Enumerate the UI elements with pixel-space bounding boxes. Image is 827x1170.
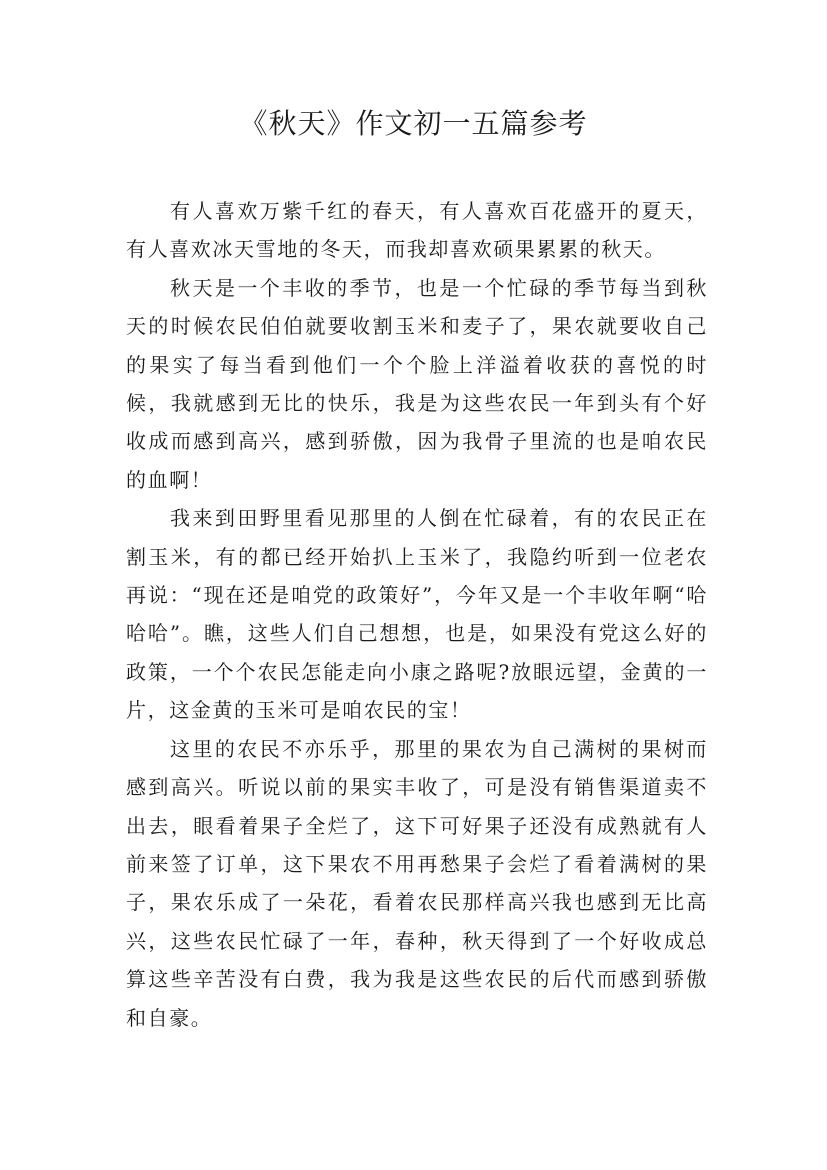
paragraph-4: 这里的农民不亦乐乎，那里的果农为自己满树的果树而感到高兴。听说以前的果实丰收了，可是没有销售渠道卖不出去，眼看着果子全烂了，这下可好果子还没有成熟就有人前来签了订单，这下果农不用再愁果子会烂了看着满树的果子，果农乐成了一朵花，看着农民那样高兴我也感到无比高兴，这些农民忙碌了一年，春种，秋天得到了一个好收成总算这些辛苦没有白费，我为我是这些农民的后代而感到骄傲和自豪。 [126, 736, 708, 1030]
paragraph-1: 有人喜欢万紫千红的春天，有人喜欢百花盛开的夏天，有人喜欢冰天雪地的冬天，而我却喜欢硕果累累的秋天。 [126, 199, 708, 262]
document-body [126, 192, 708, 1037]
document-title: 《秋天》作文初一五篇参考 [239, 107, 588, 140]
paragraph-3: 我来到田野里看见那里的人倒在忙碌着，有的农民正在割玉米，有的都已经开始扒上玉米了，我隐约听到一位老农再说：“现在还是咱党的政策好”，今年又是一个丰收年啊“哈哈哈”。瞧，这些人们自己想想，也是，如果没有党这么好的政策，一个个农民怎能走向小康之路呢?放眼远望，金黄的一片，这金黄的玉米可是咱农民的宝！ [126, 506, 708, 723]
paragraph-2: 秋天是一个丰收的季节，也是一个忙碌的季节每当到秋天的时候农民伯伯就要收割玉米和麦子了，果农就要收自己的果实了每当看到他们一个个脸上洋溢着收获的喜悦的时候，我就感到无比的快乐，我是为这些农民一年到头有个好收成而感到高兴，感到骄傲，因为我骨子里流的也是咱农民的血啊！ [126, 275, 708, 492]
